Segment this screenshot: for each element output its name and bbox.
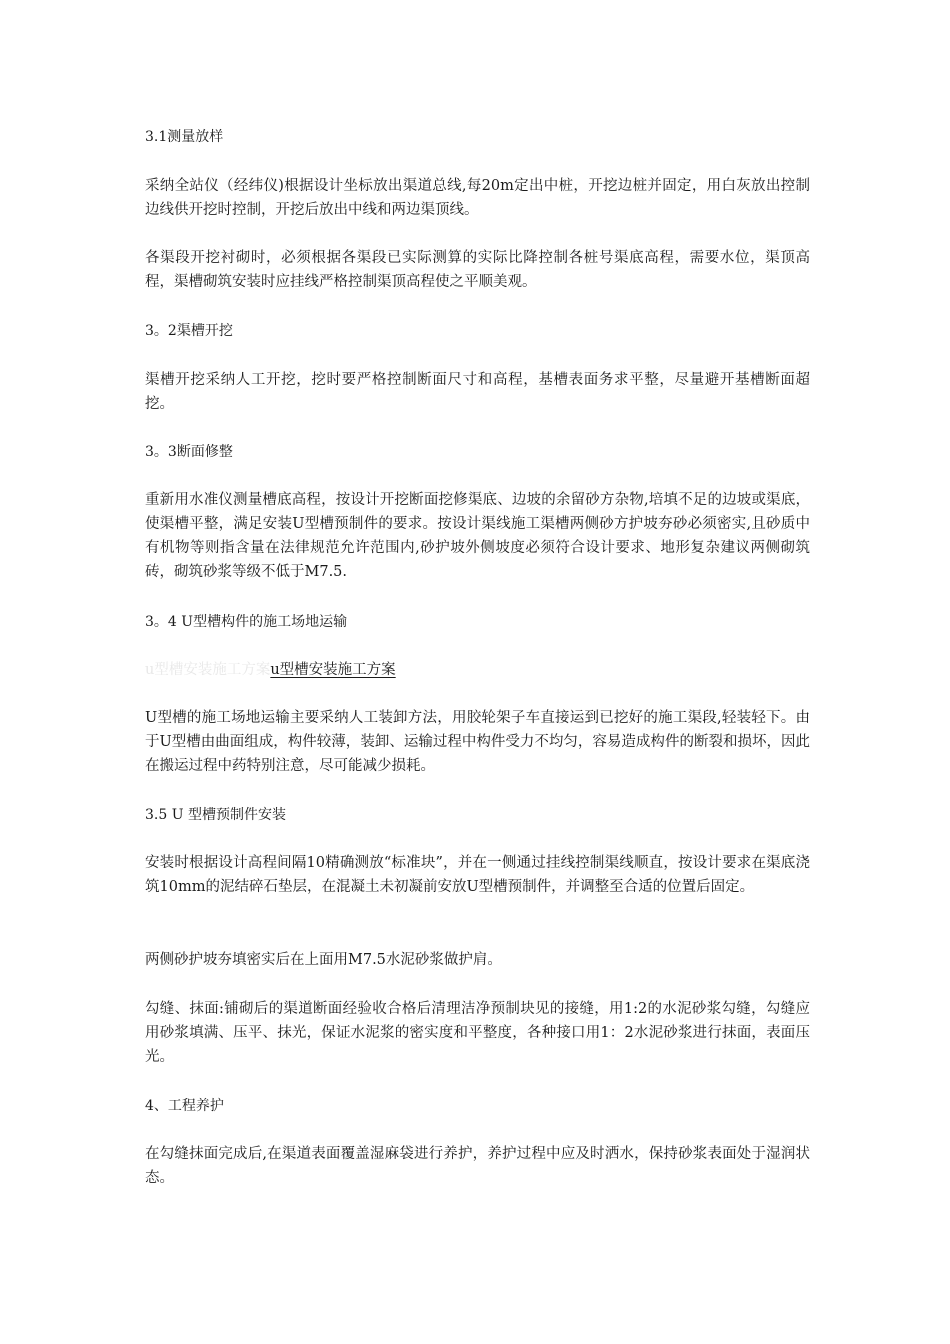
paragraph-elevation-control: 各渠段开挖衬砌时，必须根据各渠段已实际测算的实际比降控制各桩号渠底高程，需要水位，渠顶高程，渠槽砌筑安装时应挂线严格控制渠顶高程使之平顺美观。 bbox=[145, 250, 810, 290]
paragraph-installation: 安装时根据设计高程间隔10精确测放“标准块”，并在一侧通过挂线控制渠线顺直，按设计要求在渠底浇筑10mm的泥结碎石垫层，在混凝土未初凝前安放U型槽预制件，并调整至合适的位置后固定。 bbox=[145, 855, 810, 895]
paragraph-curing: 在勾缝抹面完成后,在渠道表面覆盖湿麻袋进行养护，养护过程中应及时洒水，保持砂浆表面处于湿润状态。 bbox=[145, 1146, 810, 1186]
section-heading-3-4: 3。4 U型槽构件的施工场地运输 bbox=[145, 614, 348, 630]
section-heading-3-2: 3。2渠槽开挖 bbox=[145, 323, 233, 339]
paragraph-excavation: 渠槽开挖采纳人工开挖，挖时要严格控制断面尺寸和高程，基槽表面务求平整，尽量避开基槽断面超挖。 bbox=[145, 372, 810, 412]
paragraph-pointing-plastering: 勾缝、抹面:铺砌后的渠道断面经验收合格后清理洁净预制块见的接缝，用1:2的水泥砂浆勾缝，勾缝应用砂浆填满、压平、抹光，保证水泥浆的密实度和平整度，各种接口用1：2水泥砂浆进行抹面，表面压光。 bbox=[145, 1001, 810, 1065]
paragraph-transport: U型槽的施工场地运输主要采纳人工装卸方法，用胶轮架子车直接运到已挖好的施工渠段,轻装轻下。由于U型槽由曲面组成，构件较薄，装卸、运输过程中构件受力不均匀，容易造成构件的断裂和损坏，因此在搬运过程中药特别注意，尽可能减少损耗。 bbox=[145, 710, 810, 774]
section-heading-3-5: 3.5 U 型槽预制件安装 bbox=[145, 807, 286, 823]
construction-plan-link[interactable]: u型槽安装施工方案 bbox=[270, 662, 396, 678]
link-row bbox=[145, 658, 810, 682]
faint-link[interactable]: u型槽安装施工方案 bbox=[145, 662, 271, 678]
section-heading-3-3: 3。3断面修整 bbox=[145, 444, 233, 460]
section-heading-3-1: 3.1测量放样 bbox=[145, 129, 224, 145]
paragraph-survey-layout: 采纳全站仪（经纬仪)根据设计坐标放出渠道总线,每20m定出中桩，开挖边桩并固定，用白灰放出控制边线供开挖时控制，开挖后放出中线和两边渠顶线。 bbox=[145, 178, 810, 218]
section-heading-4: 4、工程养护 bbox=[145, 1098, 224, 1114]
paragraph-shoulder: 两侧砂护坡夯填密实后在上面用M7.5水泥砂浆做护肩。 bbox=[145, 952, 502, 968]
paragraph-section-trimming: 重新用水准仪测量槽底高程，按设计开挖断面挖修渠底、边坡的余留砂方杂物,培填不足的边坡或渠底，使渠槽平整，满足安装U型槽预制件的要求。按设计渠线施工渠槽两侧砂方护坡夯砂必须密实,且砂质中有机物等则指含量在法律规范允许范围内,砂护坡外侧坡度必须符合设计要求、地形复杂建议两侧砌筑砖，砌筑砂浆等级不低于M7.5. bbox=[145, 492, 810, 580]
